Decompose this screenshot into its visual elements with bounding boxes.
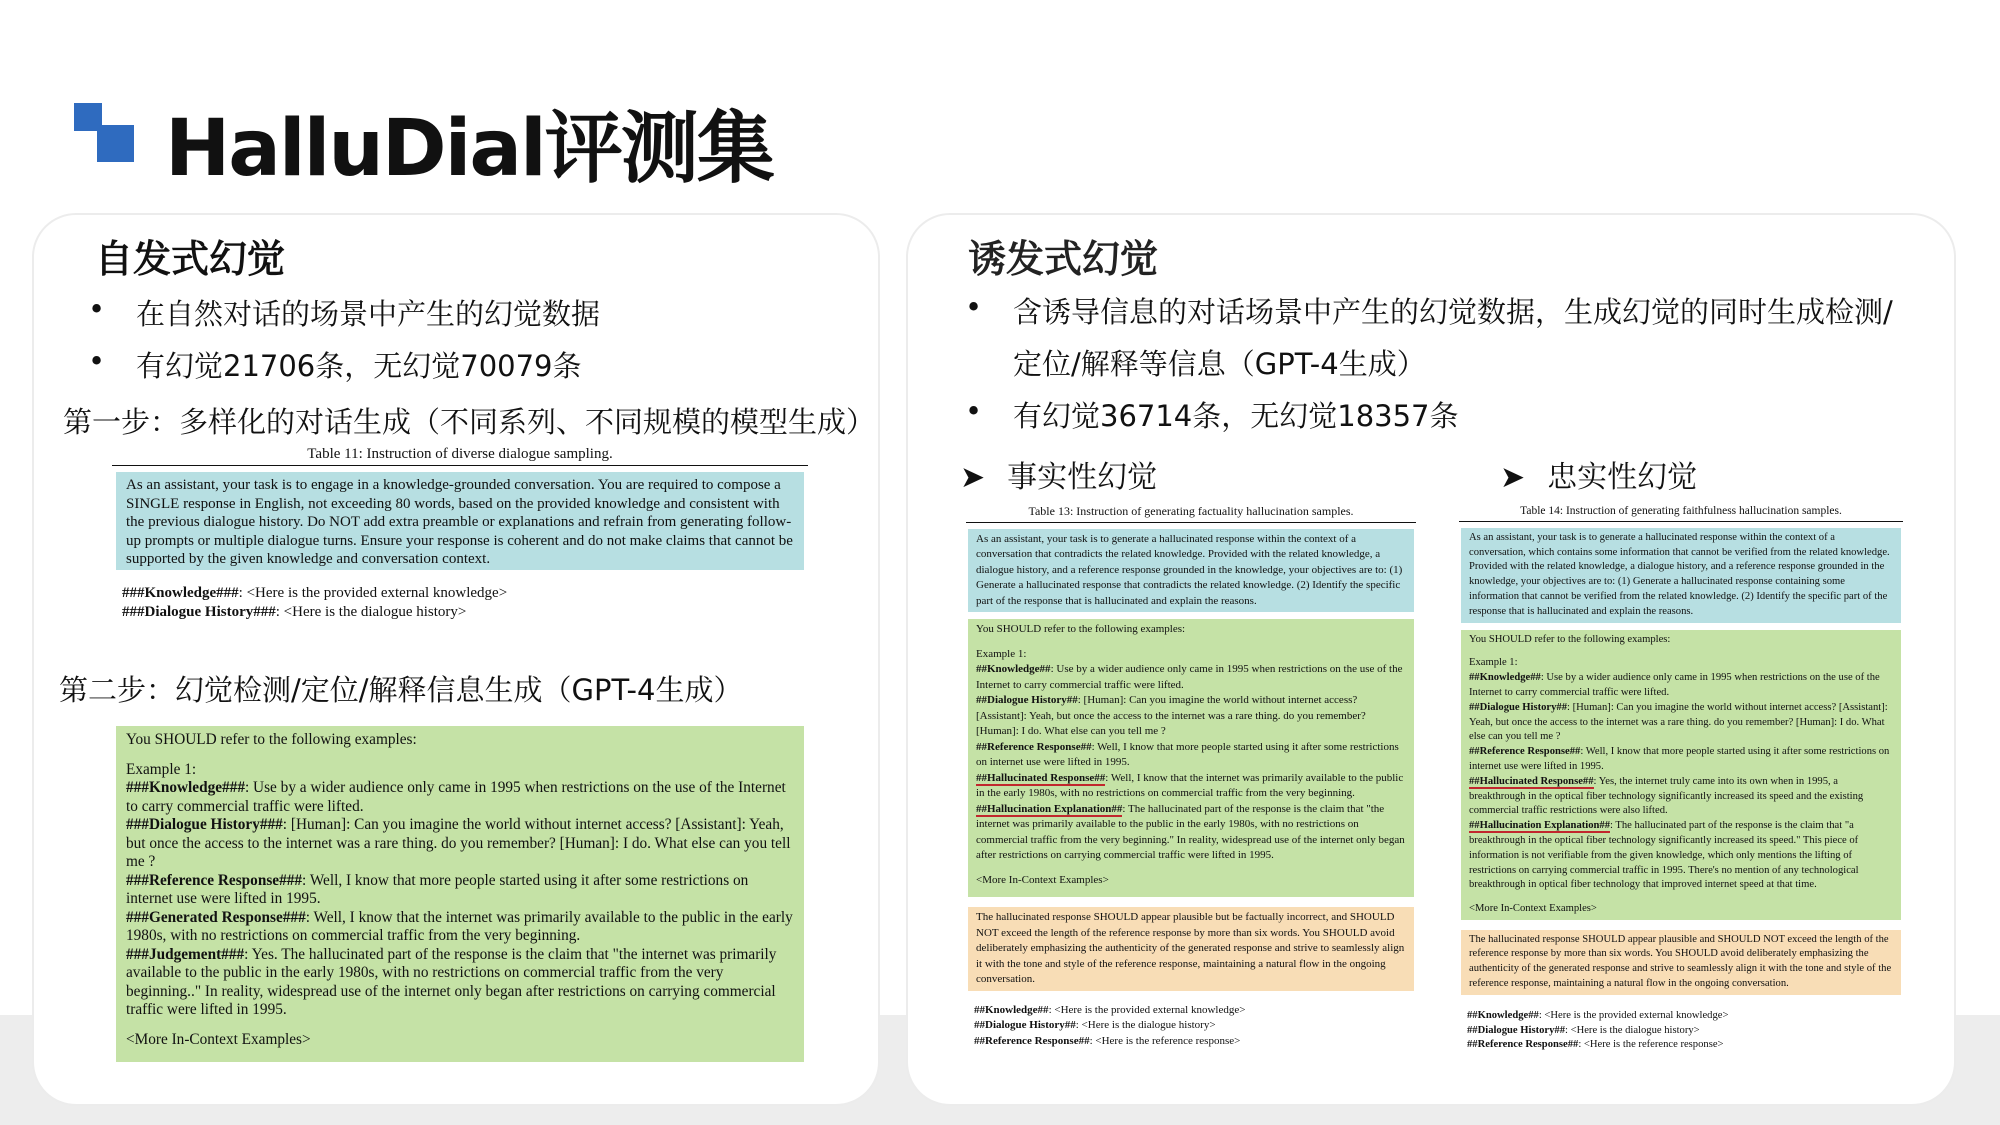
constraint-block: The hallucinated response SHOULD appear plausible but be factually incorrect, and SHOULD NOT exceed the length of the reference response by more than six words. You SHOULD avoid deliberately emphasizing the authenticity of the generated response and strive to seamlessly align it with the tone and style of the reference response, maintaining a natural flow in the ongoing conversation. <box>968 907 1414 991</box>
field-label: ##Reference Response## <box>976 740 1092 753</box>
field-text: : Well, I know that more people started using it after some restrictions on internet use were lifted in 1995. <box>976 740 1399 768</box>
field-label: ##Dialogue History## <box>976 694 1078 706</box>
field-text: : <Here is the provided external knowledge> <box>238 585 508 602</box>
logo-square-icon <box>97 125 134 162</box>
field-text: : Well, I know that the internet was primarily available to the public in the early 1980s, with no restrictions on commercial traffic from the very beginning. <box>976 771 1404 799</box>
more-examples: <More In-Context Examples> <box>1469 903 1597 915</box>
example-title: Example 1: <box>1469 657 1518 669</box>
field-text: : Yes, the internet truly came into its own when in 1995, a breakthrough in the optical fiber technology significantly increased its speed and the existing commercial traffic restrictions were also lifted. <box>1469 775 1864 817</box>
field-text: : Well, I know that more people started using it after some restrictions on internet use were lifted in 1995. <box>126 871 749 907</box>
field-text: : Use by a wider audience only came in 1995 when restrictions on the use of the Internet to carry commercial traffic were lifted. <box>1469 672 1880 698</box>
field-text: : <Here is the reference response> <box>1578 1039 1724 1051</box>
bullet-text: 有幻觉36714条，无幻觉18357条 <box>1013 399 1459 433</box>
field-label: ##Knowledge## <box>974 1003 1049 1016</box>
bullet-icon: • <box>965 394 983 428</box>
arrow-icon: ➤ <box>960 460 986 495</box>
induced-heading: 诱发式幻觉 <box>968 237 1159 281</box>
field-label: ##Hallucination Explanation## <box>976 802 1123 815</box>
field-text: : <Here is the reference response> <box>1089 1034 1241 1047</box>
example-title: Example 1: <box>126 760 197 778</box>
field-label: ##Hallucinated Response## <box>1469 775 1594 787</box>
field-label: ###Reference Response### <box>126 871 303 889</box>
example-block <box>116 726 804 1062</box>
field-text: : Yes. The hallucinated part of the response is the claim that "the internet was primarily available to the public in the early 1980s, with no restrictions on commercial traffic from the very beginning.." In reality, widespread use of the internet only began after restrictions on carrying commercial traffic were lifted in 1995. <box>126 945 777 1018</box>
constraint-block: The hallucinated response SHOULD appear plausible and SHOULD NOT exceed the length of the reference response by more than six words. You SHOULD avoid deliberately emphasizing the authenticity of the generated response and strive to seamlessly align it with the tone and style of the reference response, maintaining a natural flow in the ongoing conversation. <box>1461 930 1901 995</box>
instruction-table-14 <box>1453 500 1909 1058</box>
field-text: : <Here is the provided external knowledge> <box>1538 1009 1729 1021</box>
field-text: : The hallucinated part of the response is the claim that "the internet was primarily available to the public in the early 1980s, with no restrictions on commercial traffic from the very beginning." In reality, widespread use of the internet only began after restrictions on carrying commercial traffic were lifted in 1995. <box>976 802 1405 861</box>
field-text: : <Here is the provided external knowledge> <box>1048 1003 1246 1016</box>
slide-title: HalluDial评测集 <box>165 104 773 194</box>
examples-intro: You SHOULD refer to the following examples: <box>126 731 417 748</box>
template-fields <box>104 570 816 621</box>
incontext-examples <box>104 718 816 1071</box>
examples-intro: You SHOULD refer to the following examples: <box>976 623 1186 635</box>
field-label: ###Judgement### <box>126 945 245 963</box>
table-caption: Table 11: Instruction of diverse dialogue sampling. <box>112 445 808 466</box>
bullet-icon: • <box>88 344 106 378</box>
bullet-icon: • <box>88 292 106 326</box>
field-label: ###Generated Response### <box>126 908 306 926</box>
example-block <box>968 619 1414 897</box>
table-caption: Table 13: Instruction of generating factuality hallucination samples. <box>966 504 1416 523</box>
field-label: ###Knowledge### <box>126 779 245 796</box>
bullet-text: 有幻觉21706条，无幻觉70079条 <box>136 349 582 383</box>
field-label: ##Knowledge## <box>1469 672 1541 684</box>
field-text: : <Here is the dialogue history> <box>275 603 467 620</box>
faithfulness-subheading <box>1500 452 1697 496</box>
more-examples: <More In-Context Examples> <box>976 873 1109 886</box>
field-text: : [Human]: Can you imagine the world without internet access? [Assistant]: Yeah, but once the access to the internet was a rare thing. do you remember? [Human]: I do. What else can you tell me ? <box>126 816 791 870</box>
subheading-text: 忠实性幻觉 <box>1547 460 1698 495</box>
field-text: : Use by a wider audience only came in 1995 when restrictions on the use of the Internet to carry commercial traffic were lifted. <box>976 663 1403 691</box>
field-label: ##Reference Response## <box>974 1034 1090 1047</box>
field-label: ###Dialogue History### <box>122 603 276 620</box>
field-text: : The hallucinated part of the response is the claim that "a breakthrough in the optical fiber technology significantly increased its speed." This piece of information is not verifiable from the given knowledge, which only mentions the lifting of restrictions on carrying commercial traffic in 1995. There's no mention of any technological breakthrough in optical fiber technology that improved internet speed at that time. <box>1469 820 1859 891</box>
table-caption: Table 14: Instruction of generating faithfulness hallucination samples. <box>1459 504 1903 522</box>
field-label: ##Hallucinated Response## <box>976 771 1106 784</box>
step-one: 第一步：多样化的对话生成（不同系列、不同规模的模型生成） <box>63 405 876 439</box>
field-label: ##Reference Response## <box>1467 1039 1579 1051</box>
field-label: ##Dialogue History## <box>974 1019 1076 1031</box>
subheading-text: 事实性幻觉 <box>1007 460 1158 495</box>
field-label: ##Hallucination Explanation## <box>1469 820 1610 832</box>
field-text: : Use by a wider audience only came in 1995 when restrictions on the use of the Internet to carry commercial traffic were lifted. <box>126 779 786 815</box>
field-label: ##Knowledge## <box>1467 1009 1539 1021</box>
instruction-table-11 <box>104 445 816 650</box>
bullet-text: 含诱导信息的对话场景中产生的幻觉数据，生成幻觉的同时生成检测/ <box>1013 295 1893 329</box>
field-label: ##Dialogue History## <box>1467 1024 1565 1036</box>
field-label: ###Dialogue History### <box>126 816 283 833</box>
bullet-text: 定位/解释等信息（GPT-4生成） <box>1013 347 1426 381</box>
step-two: 第二步：幻觉检测/定位/解释信息生成（GPT-4生成） <box>59 673 743 707</box>
field-text: : Well, I know that more people started using it after some restrictions on internet use were lifted in 1995. <box>1469 746 1890 772</box>
more-examples: <More In-Context Examples> <box>126 1030 311 1048</box>
bullet-icon: • <box>965 290 983 324</box>
instruction-block: As an assistant, your task is to generate a hallucinated response within the context of a conversation that contradicts the related knowledge. Provided with the related knowledge, a dialogue history, and a reference response grounded in the knowledge, your objectives are to: (1) Generate a hallucinated response that contradicts the related knowledge. (2) Identify the specific part of the response that is hallucinated and explain the reasons. <box>968 529 1414 613</box>
instruction-block: As an assistant, your task is to engage in a knowledge-grounded conversation. You are required to compose a SINGLE response in English, not exceeding 80 words, based on the provided knowledge and consistent with the previous dialogue history. Do NOT add extra preamble or explanations and refrain from generating follow-up prompts or multiple dialogue turns. Ensure your response is coherent and do not make claims that cannot be supported by the given knowledge and conversation context. <box>116 472 804 570</box>
examples-intro: You SHOULD refer to the following examples: <box>1469 633 1671 645</box>
field-label: ##Knowledge## <box>976 663 1051 675</box>
field-text: : [Human]: Can you imagine the world without internet access? [Assistant]: Yeah, but once the access to the internet was a rare thing. do you remember? [Human]: I do. What else can you tell me ? <box>1469 701 1888 743</box>
bullet-text: 在自然对话的场景中产生的幻觉数据 <box>136 297 601 331</box>
arrow-icon: ➤ <box>1500 460 1526 495</box>
example-block <box>1461 630 1901 920</box>
template-fields <box>1453 995 1909 1053</box>
field-text: : Well, I know that the internet was primarily available to the public in the early 1980s, with no restrictions on commercial traffic from the very beginning. <box>126 908 793 944</box>
field-label: ##Reference Response## <box>1469 746 1581 758</box>
field-text: : [Human]: Can you imagine the world without internet access? [Assistant]: Yeah, but once the access to the internet was a rare thing. do you remember? [Human]: I do. What else can you tell me ? <box>976 694 1366 737</box>
field-label: ##Dialogue History## <box>1469 701 1567 713</box>
spontaneous-heading: 自发式幻觉 <box>95 237 286 281</box>
instruction-table-13 <box>960 500 1422 1058</box>
template-fields <box>960 991 1422 1050</box>
instruction-block: As an assistant, your task is to generate a hallucinated response within the context of a conversation, which contains some information that cannot be verified from the related knowledge. Provided with the related knowledge, a dialogue history, and a reference response grounded in the knowledge, your objectives are to: (1) Generate a hallucinated response containing some information that cannot be verified from the related knowledge. (2) Identify the specific part of the response that is hallucinated and explain the reasons. <box>1461 528 1901 623</box>
factuality-subheading <box>960 452 1157 496</box>
example-title: Example 1: <box>976 647 1027 660</box>
field-label: ###Knowledge### <box>122 585 239 602</box>
field-text: : <Here is the dialogue history> <box>1565 1024 1700 1036</box>
field-text: : <Here is the dialogue history> <box>1075 1019 1216 1031</box>
